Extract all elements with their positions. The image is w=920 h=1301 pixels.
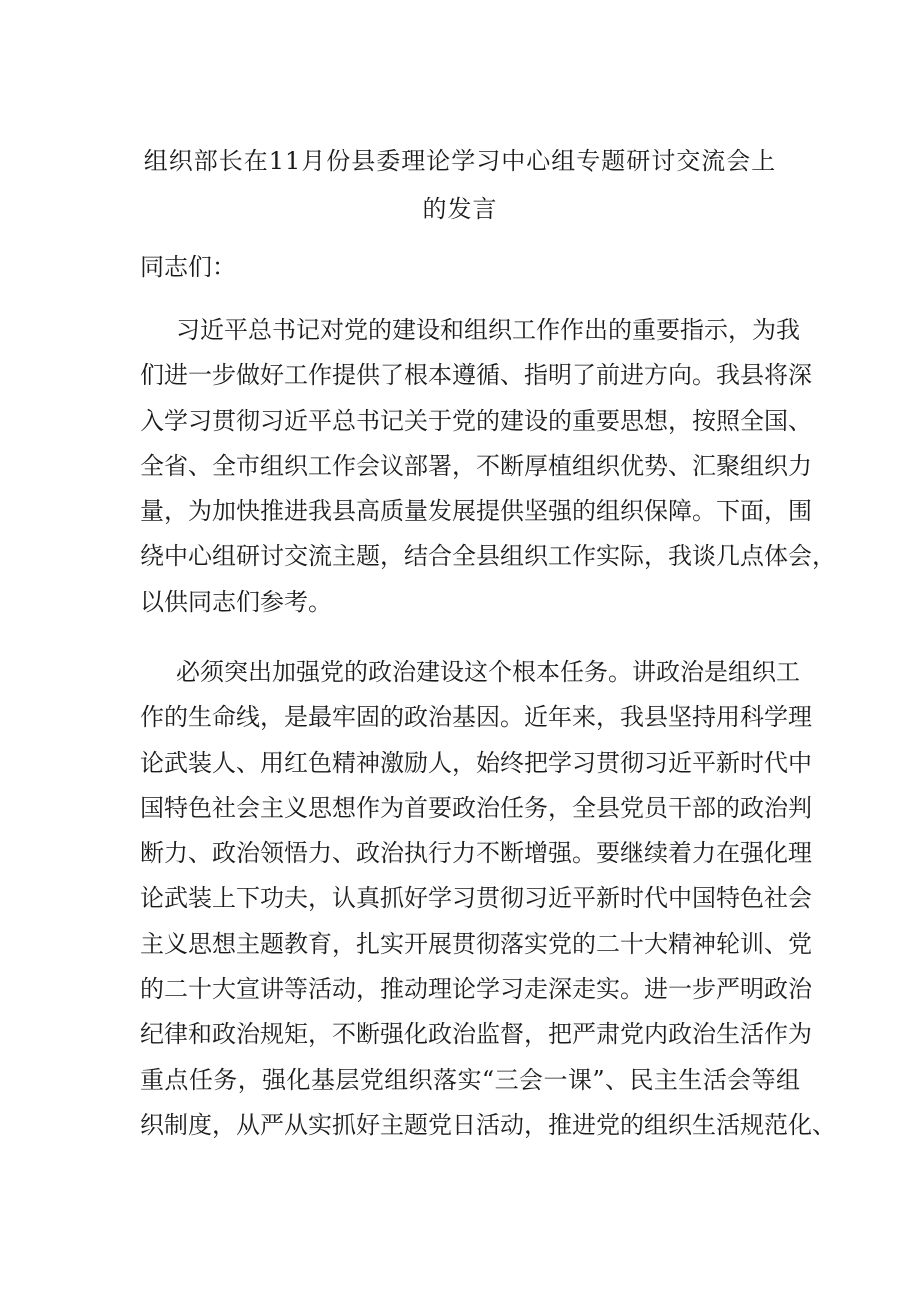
paragraph-2 [140,650,836,1148]
paragraph-2-line: 论武装人、用红色精神激励人，始终把学习贯彻习近平新时代中 [140,748,812,777]
paragraph-2-line: 的二十大宣讲等活动，推动理论学习走深走实。进一步严明政治 [140,975,812,1004]
paragraph-2-line: 作的生命线，是最牢固的政治基因。近年来，我县坚持用科学理 [140,703,812,732]
paragraph-1-line: 入学习贯彻习近平总书记关于党的建设的重要思想，按照全国、 [140,406,812,435]
paragraph-2-line: 必须突出加强党的政治建设这个根本任务。讲政治是组织工 [176,658,800,686]
paragraph-1-line: 以供同志们参考。 [140,587,332,616]
paragraph-1 [140,308,836,625]
paragraph-1-line: 量，为加快推进我县高质量发展提供坚强的组织保障。下面，围 [140,497,812,526]
paragraph-2-line: 重点任务，强化基层党组织落实“三会一课”、民主生活会等组 [140,1065,800,1094]
paragraph-1-line: 全省、全市组织工作会议部署，不断厚植组织优势、汇聚组织力 [140,451,812,480]
paragraph-2-line: 织制度，从严从实抓好主题党日活动，推进党的组织生活规范化、 [140,1110,836,1139]
paragraph-2-line: 论武装上下功夫，认真抓好学习贯彻习近平新时代中国特色社会 [140,884,812,913]
salutation: 同志们： [140,253,236,281]
paragraph-2-line: 国特色社会主义思想作为首要政治任务，全县党员干部的政治判 [140,793,812,822]
paragraph-1-line: 绕中心组研讨交流主题，结合全县组织工作实际，我谈几点体会， [140,542,836,571]
paragraph-1-line: 们进一步做好工作提供了根本遵循、指明了前进方向。我县将深 [140,361,812,390]
paragraph-2-line: 纪律和政治规矩，不断强化政治监督，把严肃党内政治生活作为 [140,1020,812,1049]
document-title-line-1: 组织部长在11月份县委理论学习中心组专题研讨交流会上 [143,147,777,175]
paragraph-2-line: 断力、政治领悟力、政治执行力不断增强。要继续着力在强化理 [140,839,812,868]
paragraph-2-line: 主义思想主题教育，扎实开展贯彻落实党的二十大精神轮训、党 [140,929,812,958]
paragraph-1-line: 习近平总书记对党的建设和组织工作作出的重要指示，为我 [176,316,800,344]
document-title-line-2: 的发言 [422,195,498,223]
